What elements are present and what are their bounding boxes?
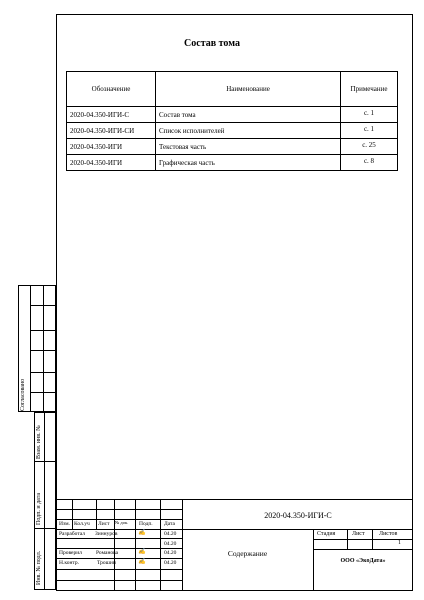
cell-name: Графическая часть (156, 155, 341, 171)
col-header-date: Дата (164, 521, 175, 527)
developed-label: Разработал (59, 531, 86, 537)
col-header-list: Лист (98, 521, 110, 527)
sheets-label: Листов (379, 531, 398, 537)
document-code: 2020-04.350-ИГИ-С (264, 511, 332, 520)
checked-date: 04.20 (164, 550, 177, 556)
checked-signature: ✍ (138, 549, 146, 555)
sign-date-label: Подп. и дата (36, 492, 42, 525)
nkontr-date: 04.20 (164, 560, 177, 566)
table-header-row (67, 72, 398, 107)
header-name: Наименование (156, 72, 341, 107)
sheet-label: Лист (352, 531, 365, 537)
table-row (67, 155, 398, 171)
blank-date: 04.20 (164, 541, 177, 547)
cell-note: с. 1 (341, 123, 398, 139)
cell-designation: 2020-04.350-ИГИ (67, 139, 156, 155)
nkontr-label: Н.контр. (59, 560, 80, 566)
cell-designation: 2020-04.350-ИГИ-С (67, 107, 156, 123)
stage-label: Стадия (317, 531, 336, 537)
cell-note: с. 1 (341, 107, 398, 123)
nkontr-signature: ✍ (138, 559, 146, 565)
document-name: Содержание (227, 549, 268, 558)
cell-name: Список исполнителей (156, 123, 341, 139)
agreed-label: Согласовано (20, 378, 26, 411)
contents-table (66, 71, 398, 171)
cell-note: с. 8 (341, 155, 398, 171)
sheets-value: 1 (398, 540, 401, 546)
header-note: Примечание (341, 72, 398, 107)
company-name: ООО «ЭкоДата» (340, 558, 386, 564)
cell-name: Состав тома (156, 107, 341, 123)
developed-signature: ✍ (138, 530, 146, 536)
checked-name: Романова (96, 550, 119, 556)
table-row (67, 107, 398, 123)
table-row (67, 139, 398, 155)
cell-name: Текстовая часть (156, 139, 341, 155)
developed-name: Зиннуров (95, 531, 118, 537)
col-header-izm: Изм. (59, 521, 70, 527)
table-row (67, 123, 398, 139)
col-header-sign: Подп. (139, 521, 153, 527)
inv-orig-label: Инв. № подл. (36, 550, 42, 585)
checked-label: Проверил (59, 550, 82, 556)
developed-date: 04.20 (164, 531, 177, 537)
cell-designation: 2020-04.350-ИГИ (67, 155, 156, 171)
inv-replace-label: Взам. инв. № (36, 425, 42, 459)
cell-designation: 2020-04.350-ИГИ-СИ (67, 123, 156, 139)
col-header-doc: № док. (115, 520, 129, 525)
nkontr-name: Трошин (97, 560, 116, 566)
cell-note: с. 25 (341, 139, 398, 155)
header-designation: Обозначение (67, 72, 156, 107)
col-header-kol: Кол.уч (74, 521, 90, 527)
page-title: Состав тома (184, 38, 240, 49)
